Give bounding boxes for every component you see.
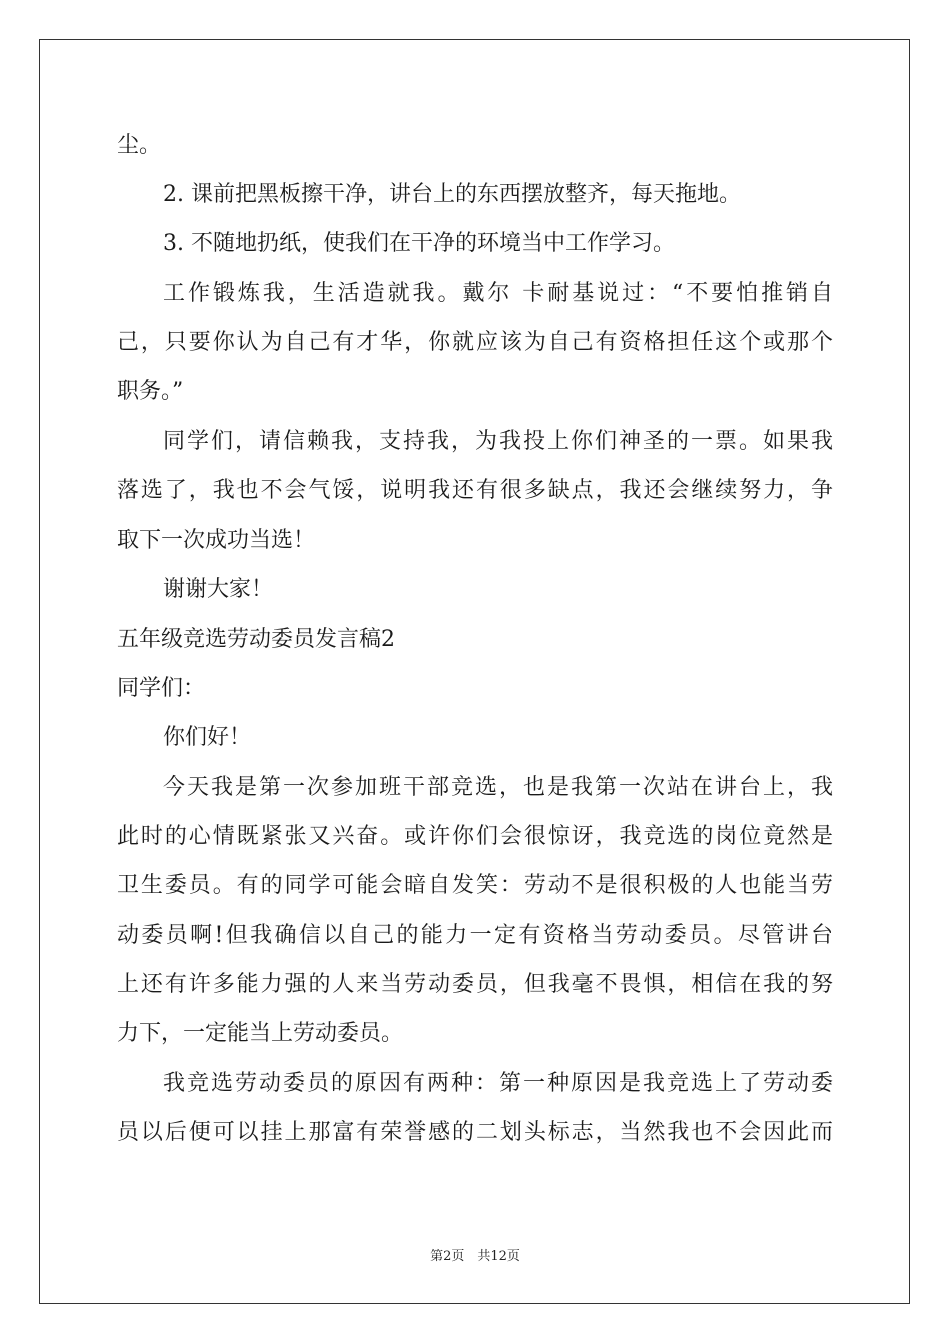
text-line: 3. 不随地扔纸，使我们在干净的环境当中工作学习。 bbox=[163, 231, 675, 256]
text-line: 己，只要你认为自己有才华，你就应该为自己有资格担任这个或那个 bbox=[117, 330, 833, 355]
text-line: 落选了，我也不会气馁，说明我还有很多缺点，我还会继续努力，争 bbox=[117, 478, 833, 503]
text-line: 工作锻炼我，生活造就我。戴尔 卡耐基说过：“不要怕推销自 bbox=[163, 281, 833, 306]
text-line: 职务。” bbox=[117, 379, 184, 404]
text-line: 上还有许多能力强的人来当劳动委员，但我毫不畏惧，相信在我的努 bbox=[117, 972, 833, 997]
text-line: 同学们，请信赖我，支持我，为我投上你们神圣的一票。如果我 bbox=[163, 429, 833, 454]
text-line: 我竞选劳动委员的原因有两种：第一种原因是我竞选上了劳动委 bbox=[163, 1071, 833, 1096]
salutation: 同学们： bbox=[117, 676, 206, 701]
text-line: 力下，一定能当上劳动委员。 bbox=[117, 1021, 404, 1046]
text-line: 尘。 bbox=[117, 133, 162, 158]
text-line: 动委员啊!但我确信以自己的能力一定有资格当劳动委员。尽管讲台 bbox=[117, 923, 833, 948]
text-line: 取下一次成功当选！ bbox=[117, 528, 316, 553]
text-line: 谢谢大家！ bbox=[163, 577, 274, 602]
section-heading: 五年级竞选劳动委员发言稿2 bbox=[117, 627, 395, 652]
text-line: 员以后便可以挂上那富有荣誉感的二划头标志，当然我也不会因此而 bbox=[117, 1120, 833, 1145]
page-number-footer: 第2页 共12页 bbox=[430, 1249, 520, 1264]
text-line: 2. 课前把黑板擦干净，讲台上的东西摆放整齐，每天拖地。 bbox=[163, 182, 741, 207]
text-line: 你们好！ bbox=[163, 725, 252, 750]
text-line: 卫生委员。有的同学可能会暗自发笑：劳动不是很积极的人也能当劳 bbox=[117, 873, 833, 898]
text-line: 此时的心情既紧张又兴奋。或许你们会很惊讶，我竞选的岗位竟然是 bbox=[117, 824, 833, 849]
text-line: 今天我是第一次参加班干部竞选，也是我第一次站在讲台上，我 bbox=[163, 775, 833, 800]
